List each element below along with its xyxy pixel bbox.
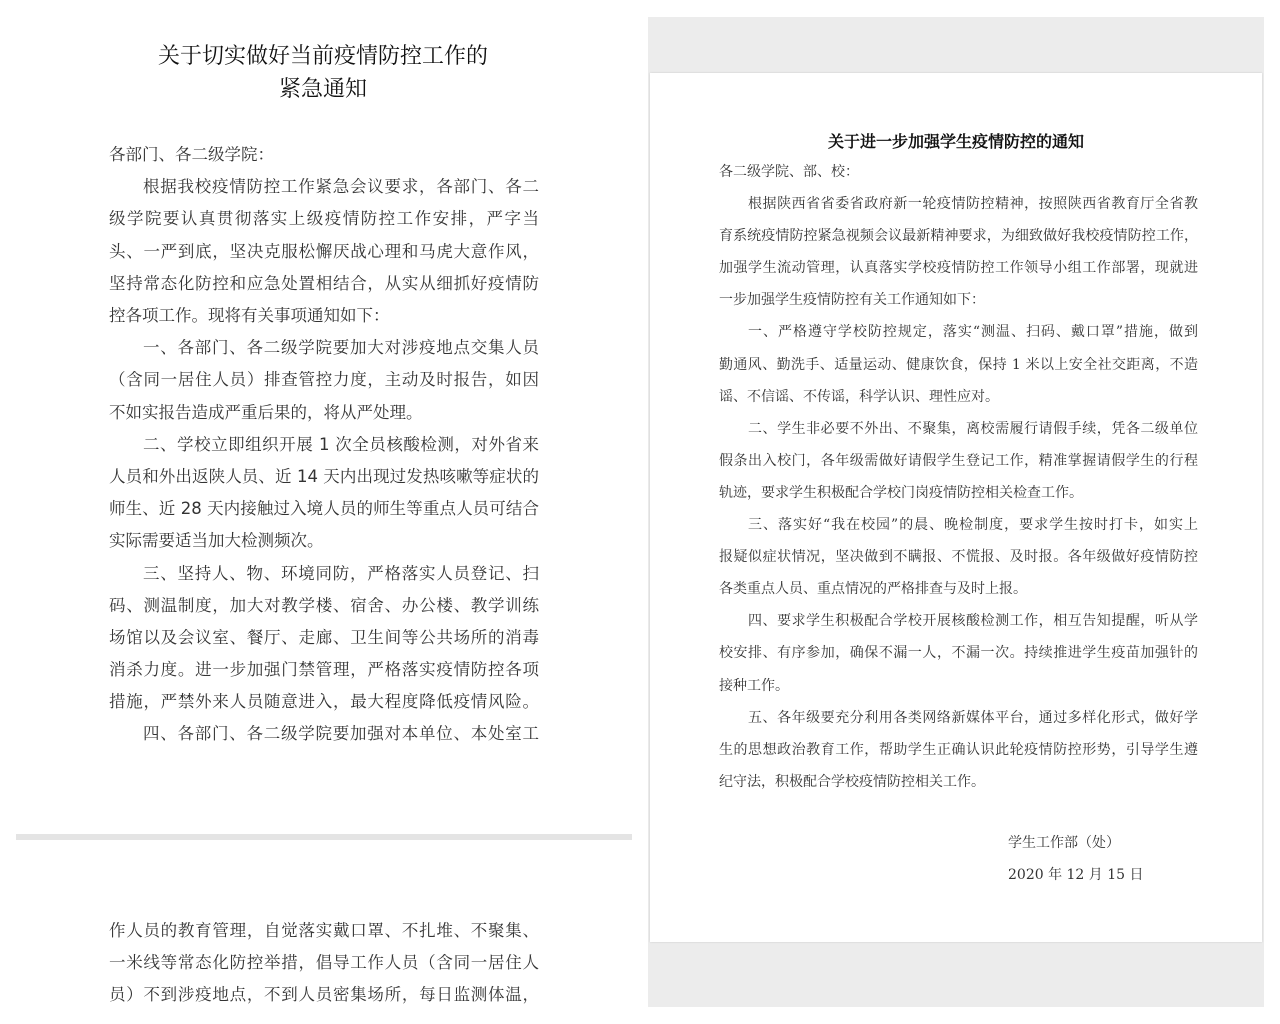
left-title-line-2: 紧急通知	[278, 77, 367, 102]
text-line: 根据我校疫情防控工作紧急会议要求，各部门、各二	[143, 177, 539, 197]
text-line: 五、各年级要充分利用各类网络新媒体平台，通过多样化形式，做好学	[748, 709, 1198, 726]
text-line: 接种工作。	[719, 677, 789, 694]
page-divider	[16, 834, 632, 840]
text-line: 育系统疫情防控紧急视频会议最新精神要求，为细致做好我校疫情防控工作，	[719, 228, 1198, 245]
text-line: 一米线等常态化防控举措，倡导工作人员（含同一居住人	[109, 953, 539, 973]
text-line: 级学院要认真贯彻落实上级疫情防控工作安排，严字当	[109, 209, 539, 229]
text-line: 不如实报告造成严重后果的，将从严处理。	[109, 402, 423, 422]
text-line: 坚持常态化防控和应急处置相结合，从实从细抓好疫情防	[109, 273, 539, 293]
left-body-top	[109, 139, 539, 751]
text-line: 二、学校立即组织开展 1 次全员核酸检测，对外省来	[143, 434, 539, 454]
text-line: 实际需要适当加大检测频次。	[109, 531, 324, 551]
text-line: 各二级学院、部、校：	[719, 164, 859, 180]
text-line: 报疑似症状情况，坚决做到不瞒报、不慌报、及时报。各年级做好疫情防控	[719, 549, 1198, 566]
text-line: 一、严格遵守学校防控规定，落实“测温、扫码、戴口罩”措施，做到	[748, 324, 1198, 341]
text-line: 三、坚持人、物、环境同防，严格落实人员登记、扫	[143, 563, 539, 583]
text-line: 勤通风、勤洗手、适量运动、健康饮食，保持 1 米以上安全社交距离，不造	[719, 356, 1198, 373]
text-line: 各部门、各二级学院：	[109, 145, 274, 164]
text-line: 人员和外出返陕人员、近 14 天内出现过发热咳嗽等症状的	[109, 466, 539, 486]
signature: 学生工作部（处）	[1008, 835, 1120, 851]
text-line: 作人员的教育管理，自觉落实戴口罩、不扎堆、不聚集、	[109, 921, 539, 940]
text-line: 各类重点人员、重点情况的严格排查与及时上报。	[719, 581, 1027, 598]
text-line: 措施，严禁外来人员随意进入，最大程度降低疫情风险。	[109, 692, 539, 712]
text-line: 三、落实好“我在校园”的晨、晚检制度，要求学生按时打卡，如实上	[748, 517, 1198, 534]
text-line: （含同一居住人员）排查管控力度，主动及时报告，如因	[109, 370, 539, 390]
text-line: 员）不到涉疫地点，不到人员密集场所，每日监测体温，	[109, 985, 539, 1005]
text-line: 校安排、有序参加，确保不漏一人，不漏一次。持续推进学生疫苗加强针的	[719, 645, 1198, 662]
right-body	[719, 156, 1198, 798]
text-line: 码、测温制度，加大对教学楼、宿舍、办公楼、教学训练	[109, 595, 539, 615]
text-line: 根据陕西省省委省政府新一轮疫情防控精神，按照陕西省教育厅全省教	[748, 196, 1198, 213]
text-line: 谣、不信谣、不传谣，科学认识、理性应对。	[719, 388, 999, 405]
text-line: 加强学生流动管理，认真落实学校疫情防控工作领导小组工作部署，现就进	[719, 260, 1198, 277]
text-line: 一步加强学生疫情防控有关工作通知如下：	[719, 292, 985, 309]
text-line: 生的思想政治教育工作，帮助学生正确认识此轮疫情防控形势，引导学生遵	[719, 741, 1198, 758]
text-line: 消杀力度。进一步加强门禁管理，严格落实疫情防控各项	[109, 660, 539, 680]
date: 2020 年 12 月 15 日	[1008, 867, 1144, 883]
text-line: 二、学生非必要不外出、不聚集，离校需履行请假手续，凭各二级单位	[748, 420, 1198, 437]
text-line: 四、要求学生积极配合学校开展核酸检测工作，相互告知提醒，听从学	[748, 613, 1198, 630]
right-document-page	[650, 73, 1262, 942]
left-body-bottom	[109, 915, 539, 1012]
text-line: 一、各部门、各二级学院要加大对涉疫地点交集人员	[143, 338, 539, 358]
text-line: 轨迹，要求学生积极配合学校门岗疫情防控相关检查工作。	[719, 484, 1083, 501]
left-title-line-1: 关于切实做好当前疫情防控工作的	[157, 44, 488, 69]
text-line: 头、一严到底，坚决克服松懈厌战心理和马虎大意作风，	[109, 241, 539, 261]
right-title: 关于进一步加强学生疫情防控的通知	[827, 132, 1084, 151]
text-line: 场馆以及会议室、餐厅、走廊、卫生间等公共场所的消毒	[109, 627, 539, 647]
text-line: 四、各部门、各二级学院要加强对本单位、本处室工	[143, 724, 539, 744]
text-line: 纪守法，积极配合学校疫情防控相关工作。	[719, 773, 985, 790]
text-line: 师生、近 28 天内接触过入境人员的师生等重点人员可结合	[109, 499, 539, 519]
text-line: 假条出入校门，各年级需做好请假学生登记工作，精准掌握请假学生的行程	[719, 452, 1198, 469]
text-line: 控各项工作。现将有关事项通知如下：	[109, 305, 390, 325]
